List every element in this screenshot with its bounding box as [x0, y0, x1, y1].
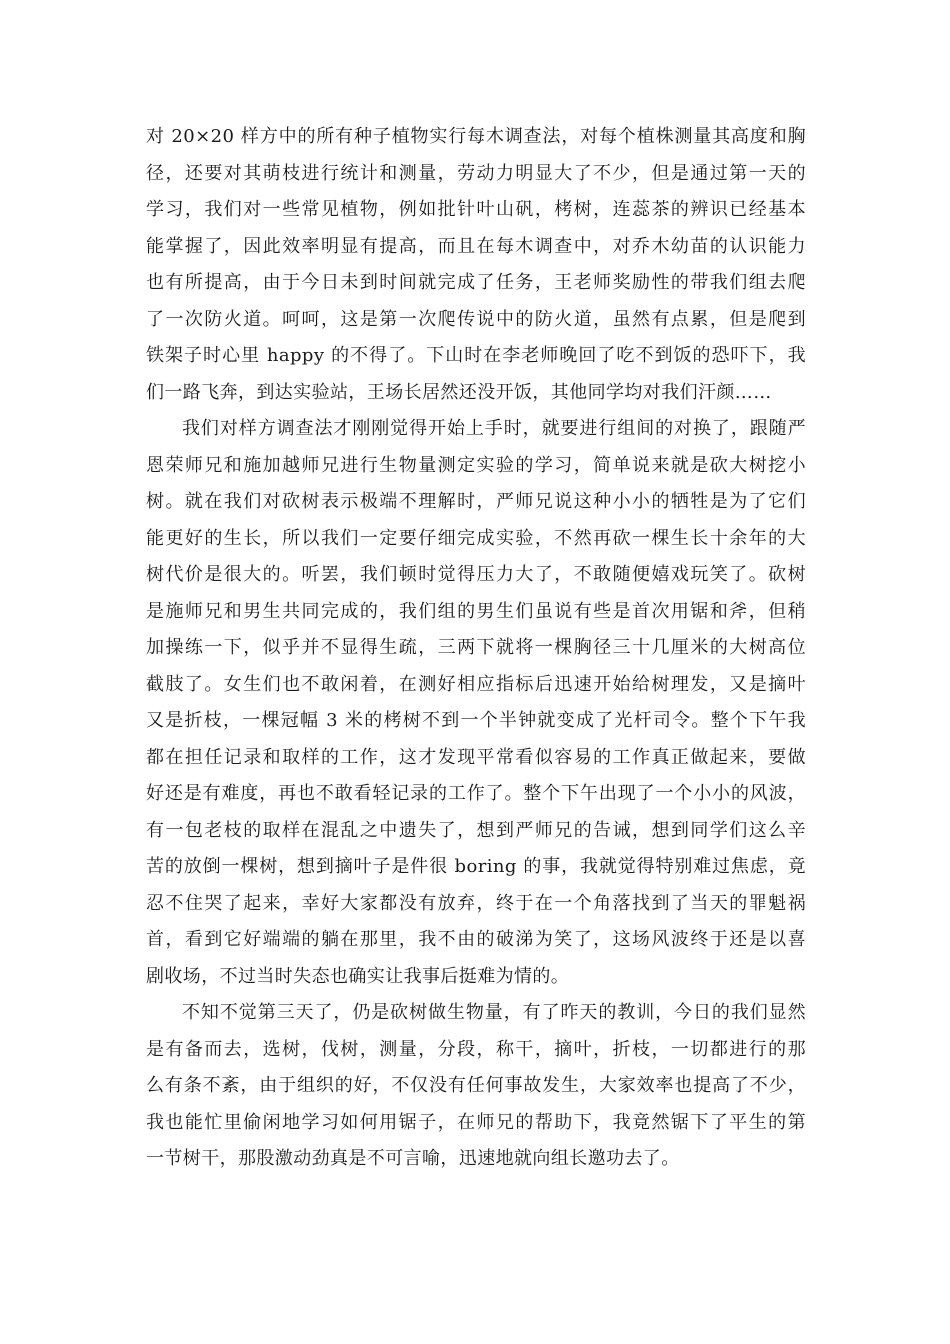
text-line: 有一包老枝的取样在混乱之中遗失了，想到严师兄的告诫，想到同学们这么辛 — [146, 819, 806, 841]
text-line: 是施师兄和男生共同完成的，我们组的男生们虽说有些是首次用锯和斧，但稍 — [146, 600, 806, 622]
text-line: 铁架子时心里 happy 的不得了。下山时在李老师晚回了吃不到饭的恐吓下，我 — [146, 345, 806, 366]
text-line: 树。就在我们对砍树表示极端不理解时，严师兄说这种小小的牺牲是为了它们 — [146, 491, 806, 512]
text-line: 能掌握了，因此效率明显有提高，而且在每木调查中，对乔木幼苗的认识能力 — [146, 235, 806, 257]
text-line: 是有备而去，选树，伐树，测量，分段，称干，摘叶，折枝，一切都进行的那 — [146, 1038, 806, 1060]
text-line: 加操练一下，似乎并不显得生疏，三两下就将一棵胸径三十几厘米的大树高位 — [146, 637, 806, 658]
text-line: 忍不住哭了起来，幸好大家都没有放弃，终于在一个角落找到了当天的罪魁祸 — [146, 892, 806, 914]
paragraph-2 — [146, 411, 806, 995]
text-line: 学习，我们对一些常见植物，例如批针叶山矾，栲树，连蕊茶的辨识已经基本 — [146, 199, 806, 220]
text-line: 也有所提高，由于今日未到时间就完成了任务，王老师奖励性的带我们组去爬 — [146, 272, 806, 293]
text-line: 么有条不紊，由于组织的好，不仅没有任何事故发生，大家效率也提高了不少， — [146, 1075, 806, 1096]
text-line: 树代价是很大的。听罢，我们顿时觉得压力大了，不敢随便嬉戏玩笑了。砍树 — [146, 564, 806, 585]
text-line: 好还是有难度，再也不敢看轻记录的工作了。整个下午出现了一个小小的风波， — [146, 783, 806, 804]
text-line: 不知不觉第三天了，仍是砍树做生物量，有了昨天的教训，今日的我们显然 — [182, 1002, 806, 1023]
text-line: 了一次防火道。呵呵，这是第一次爬传说中的防火道，虽然有点累，但是爬到 — [146, 308, 806, 330]
text-line: 们一路飞奔，到达实验站，王场长居然还没开饭，其他同学均对我们汗颜…… — [146, 381, 772, 403]
text-line: 我也能忙里偷闲地学习如何用锯子，在师兄的帮助下，我竟然锯下了平生的第 — [146, 1111, 806, 1133]
text-line: 径，还要对其萌枝进行统计和测量，劳动力明显大了不少，但是通过第一天的 — [146, 162, 806, 184]
text-line: 剧收场，不过当时失态也确实让我事后挺难为情的。 — [146, 965, 570, 987]
text-line: 苦的放倒一棵树，想到摘叶子是件很 boring 的事，我就觉得特别难过焦虑，竟 — [146, 856, 806, 877]
text-line: 一节树干，那股激动劲真是不可言喻，迅速地就向组长邀功去了。 — [146, 1148, 680, 1169]
text-line: 首，看到它好端端的躺在那里，我不由的破涕为笑了，这场风波终于还是以喜 — [146, 929, 806, 950]
text-line: 我们对样方调查法才刚刚觉得开始上手时，就要进行组间的对换了，跟随严 — [182, 418, 806, 439]
text-line: 能更好的生长，所以我们一定要仔细完成实验，不然再砍一棵生长十余年的大 — [146, 527, 806, 549]
document-body — [146, 119, 806, 1178]
paragraph-3 — [146, 995, 806, 1178]
text-line: 都在担任记录和取样的工作，这才发现平常看似容易的工作真正做起来，要做 — [146, 746, 806, 768]
paragraph-1 — [146, 119, 806, 411]
text-line: 对 20×20 样方中的所有种子植物实行每木调查法，对每个植株测量其高度和胸 — [146, 126, 806, 147]
text-line: 又是折枝，一棵冠幅 3 米的栲树不到一个半钟就变成了光杆司令。整个下午我 — [146, 710, 806, 731]
text-line: 恩荣师兄和施加越师兄进行生物量测定实验的学习，简单说来就是砍大树挖小 — [146, 454, 806, 476]
text-line: 截肢了。女生们也不敢闲着，在测好相应指标后迅速开始给树理发，又是摘叶 — [146, 673, 806, 695]
